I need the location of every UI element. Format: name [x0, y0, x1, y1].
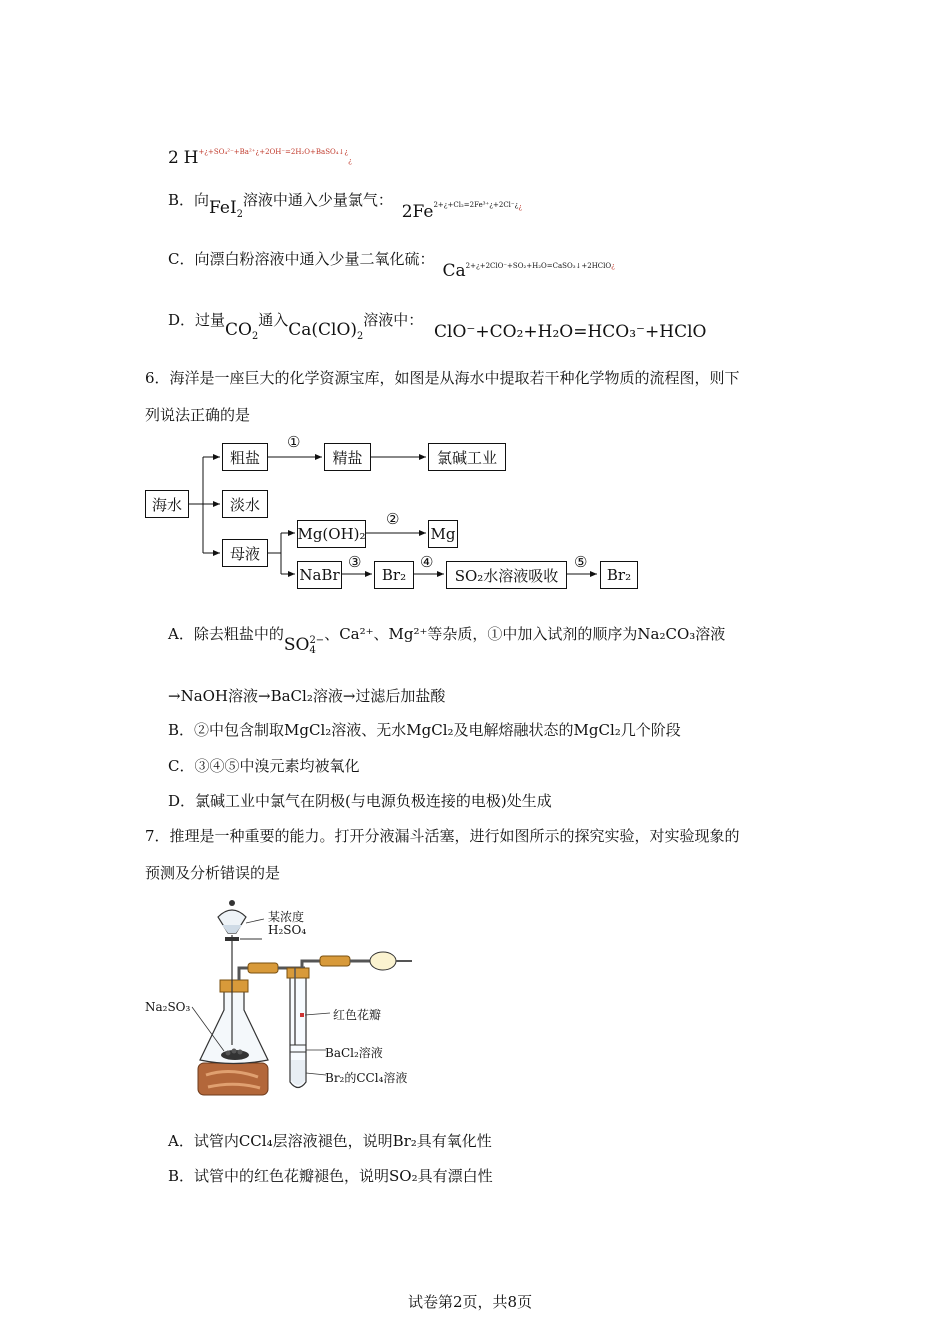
q6-option-c: C．③④⑤中溴元素均被氧化 — [168, 757, 360, 775]
label-bacl2-solution: BaCl₂溶液 — [325, 1046, 383, 1060]
label-h2so4: H₂SO₄ — [268, 923, 307, 937]
q6-option-d: D．氯碱工业中氯气在阴极(与电源负极连接的电极)处生成 — [168, 792, 552, 810]
flow-box-seawater: 海水 — [145, 490, 189, 518]
q5-option-a-equation: 2 $H^{+¿+SO_4^{2-}+Ba^{2+}¿+2OH^-=2H_2O+BaSO_4↓¿}¿$ — [168, 148, 352, 168]
flow-box-br2-b: Br₂ — [600, 561, 638, 589]
flow-box-nabr: NaBr — [297, 561, 342, 589]
q7-stem-line2: 预测及分析错误的是 — [145, 864, 281, 882]
flow-box-br2-a: Br₂ — [374, 561, 414, 589]
flow-step-4: ④ — [420, 553, 434, 571]
q6-option-b: B．②中包含制取MgCl₂溶液、无水MgCl₂及电解熔融状态的MgCl₂几个阶段 — [168, 721, 681, 739]
flow-box-mg: Mg — [428, 520, 458, 548]
q5-option-c: C．向漂白粉溶液中通入少量二氧化硫：$Ca_{2+¿+2ClO^-+SO_2+H_2O=CaSO_3↓+2HClO¿}$ — [168, 250, 615, 281]
page-footer: 试卷第2页，共8页 — [408, 1293, 533, 1311]
flow-box-crude-salt: 粗盐 — [222, 443, 268, 471]
flow-box-fine-salt: 精盐 — [324, 443, 371, 471]
q5-option-b: B．向FeI$_2$溶液中通入少量氯气： $2Fe2+¿+Cl_2=2Fe^{3+}¿+2Cl^-¿_¿$ — [168, 191, 523, 222]
q6-stem-line1: 6．海洋是一座巨大的化学资源宝库，如图是从海水中提取若干种化学物质的流程图，则下 — [145, 369, 740, 387]
q7-option-b: B．试管中的红色花瓣褪色，说明SO₂具有漂白性 — [168, 1167, 493, 1185]
q6-option-a-line1: A．除去粗盐中的SO 2− 4 、Ca²⁺、Mg²⁺等杂质，①中加入试剂的顺序为Na₂CO₃溶液 — [168, 625, 726, 656]
flow-step-2: ② — [386, 510, 400, 528]
label-br2-ccl4-solution: Br₂的CCl₄溶液 — [325, 1071, 408, 1085]
flow-step-1: ① — [287, 433, 301, 451]
flow-box-fresh-water: 淡水 — [222, 490, 268, 518]
q7-option-a: A．试管内CCl₄层溶液褪色，说明Br₂具有氧化性 — [168, 1132, 492, 1150]
q5-option-d: D．过量$CO_2$通入$Ca(ClO)_2$溶液中： ClO⁻+CO₂+H₂O=HCO₃⁻+HClO — [168, 311, 707, 342]
label-na2so3: Na₂SO₃ — [145, 1000, 191, 1014]
flow-box-so2-absorb: SO₂水溶液吸收 — [446, 561, 567, 589]
q6-option-a-line2: →NaOH溶液→BaCl₂溶液→过滤后加盐酸 — [168, 687, 446, 705]
flow-box-mother-liquor: 母液 — [222, 539, 268, 567]
flow-box-mgoh2: Mg(OH)₂ — [297, 520, 366, 548]
flow-step-3: ③ — [348, 553, 362, 571]
q6-stem-line2: 列说法正确的是 — [145, 406, 251, 424]
label-red-petal: 红色花瓣 — [333, 1008, 382, 1022]
label-acid-concentration: 某浓度 — [268, 910, 305, 924]
flow-step-5: ⑤ — [574, 553, 588, 571]
flow-box-chlor-alkali: 氯碱工业 — [428, 443, 506, 471]
q7-stem-line1: 7．推理是一种重要的能力。打开分液漏斗活塞，进行如图所示的探究实验，对实验现象的 — [145, 827, 740, 845]
